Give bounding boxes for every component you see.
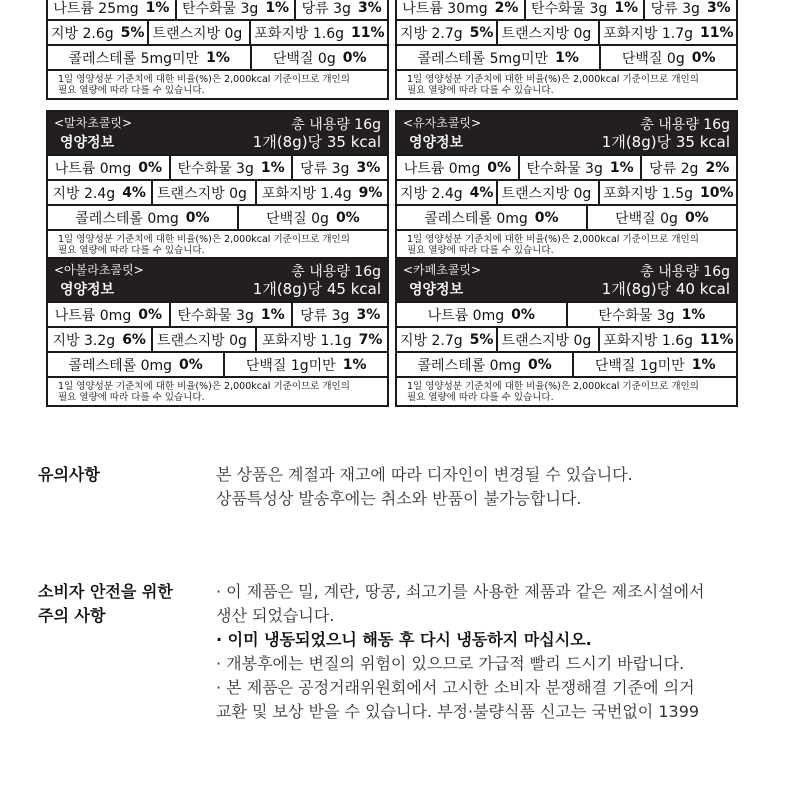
nutrient-percent: 6% xyxy=(122,331,146,348)
nutrient-cell xyxy=(48,156,169,179)
daily-value-note xyxy=(48,376,387,405)
nutrient-cell xyxy=(250,46,387,69)
nutrient-cell xyxy=(223,353,387,376)
note-line: 필요 열량에 따라 다를 수 있습니다. xyxy=(407,85,554,96)
nutrient-cell xyxy=(255,181,387,204)
nutrient-name: 단백질 0g xyxy=(615,210,678,227)
safety-label-line: 주의 사항 xyxy=(38,606,106,625)
nutrient-row xyxy=(397,326,736,351)
nutrient-percent: 1% xyxy=(260,159,285,176)
notice-body xyxy=(216,463,633,511)
nutrient-cell xyxy=(255,328,387,351)
nutrition-panel-avola xyxy=(46,257,389,407)
nutrient-name: 단백질 0g xyxy=(266,210,329,227)
nutrient-cell xyxy=(151,328,256,351)
nutrient-name: 지방 2.7g xyxy=(400,25,463,42)
nutrient-name: 포화지방 1.4g xyxy=(261,185,352,202)
nutrient-cell xyxy=(48,303,169,326)
nutrient-name: 지방 3.2g xyxy=(52,332,116,349)
nutrient-cell xyxy=(566,303,736,326)
nutrient-row xyxy=(397,179,736,204)
total-content: 총 내용량 16g xyxy=(291,117,381,133)
nutrient-percent: 3% xyxy=(357,0,382,16)
nutrient-name: 지방 2.4g xyxy=(52,185,116,202)
safety-line: · 본 제품은 공정거래위원회에서 고시한 소비자 분쟁해결 기준에 의거 xyxy=(216,678,695,697)
nutrient-cell xyxy=(249,21,387,44)
nutrient-percent: 3% xyxy=(356,159,381,176)
nutrient-percent: 1% xyxy=(691,356,716,373)
total-content: 총 내용량 16g xyxy=(291,264,381,280)
notice-line: 본 상품은 계절과 재고에 따라 디자인이 변경될 수 있습니다. xyxy=(216,465,633,484)
nutrient-name: 단백질 1g미만 xyxy=(245,357,336,374)
nutrient-name: 탄수화물 3g xyxy=(598,307,675,324)
note-line: 1일 영양성분 기준치에 대한 비율(%)은 2,000kcal 기준이므로 개인의 xyxy=(58,234,350,245)
nutrient-row xyxy=(397,44,736,69)
nutrient-row xyxy=(397,351,736,376)
nutrient-name: 콜레스테롤 0mg xyxy=(75,210,179,227)
nutrient-name: 트랜스지방 0g xyxy=(157,185,247,202)
nutrient-percent: 0% xyxy=(335,209,360,226)
product-name: <아볼라초콜릿> xyxy=(54,263,144,277)
nutrient-row xyxy=(48,326,387,351)
nutrient-cell xyxy=(397,328,496,351)
nutrient-percent: 0% xyxy=(185,209,210,226)
nutrient-name: 나트륨 0mg xyxy=(427,307,505,324)
nutrient-cell xyxy=(598,21,736,44)
calories-per-serving: 1개(8g)당 35 kcal xyxy=(252,133,381,151)
nutrient-name: 탄수화물 3g xyxy=(181,0,259,17)
nutrient-percent: 0% xyxy=(179,356,203,373)
nutrient-cell xyxy=(48,353,223,376)
nutrient-percent: 10% xyxy=(700,184,734,201)
nutrient-cell xyxy=(291,303,387,326)
nutrient-cell xyxy=(147,21,249,44)
nutrient-cell xyxy=(397,0,524,19)
product-name: <카페초콜릿> xyxy=(403,263,482,277)
nutrient-name: 트랜스지방 0g xyxy=(501,25,592,42)
nutrient-cell xyxy=(397,353,572,376)
daily-value-note xyxy=(397,376,736,405)
nutrient-percent: 1% xyxy=(614,0,639,16)
nutrient-row xyxy=(48,154,387,179)
nutrient-name: 단백질 1g미만 xyxy=(594,357,685,374)
nutrient-name: 당류 3g xyxy=(300,160,350,177)
total-content: 총 내용량 16g xyxy=(640,117,730,133)
nutrient-name: 탄수화물 3g xyxy=(526,160,603,177)
nutrient-percent: 0% xyxy=(487,159,511,176)
nutrient-row xyxy=(48,179,387,204)
nutrient-name: 탄수화물 3g xyxy=(177,307,254,324)
nutrient-name: 탄수화물 3g xyxy=(530,0,608,17)
nutrient-name: 단백질 0g xyxy=(272,50,336,67)
nutrient-percent: 11% xyxy=(700,24,734,41)
nutrient-cell xyxy=(237,206,387,229)
nutrient-cell xyxy=(496,181,598,204)
safety-line: · 이 제품은 밀, 계란, 땅콩, 쇠고기를 사용한 제품과 같은 제조시설에서 xyxy=(216,582,705,601)
calories-per-serving: 1개(8g)당 35 kcal xyxy=(601,133,730,151)
nutrient-percent: 0% xyxy=(511,306,535,323)
nutrient-cell xyxy=(48,206,237,229)
notice-line: 상품특성상 발송후에는 취소와 반품이 불가능합니다. xyxy=(216,489,582,508)
nutrient-percent: 1% xyxy=(260,306,285,323)
nutrient-cell xyxy=(496,21,598,44)
nutrient-cell xyxy=(294,0,387,19)
nutrient-row xyxy=(397,0,736,19)
nutrient-cell xyxy=(48,181,151,204)
nutrient-row xyxy=(48,44,387,69)
note-line: 필요 열량에 따라 다를 수 있습니다. xyxy=(407,392,554,403)
nutrient-percent: 0% xyxy=(528,356,552,373)
nutrient-name: 콜레스테롤 5mg미만 xyxy=(68,50,200,67)
nutrient-name: 콜레스테롤 0mg xyxy=(424,210,528,227)
nutrient-name: 포화지방 1.6g xyxy=(254,25,345,42)
nutrient-name: 트랜스지방 0g xyxy=(501,185,592,202)
nutrient-name: 지방 2.6g xyxy=(51,25,114,42)
nutrient-name: 나트륨 25mg xyxy=(53,0,139,17)
nutrient-row xyxy=(48,204,387,229)
safety-line: 생산 되었습니다. xyxy=(216,606,335,625)
nutrient-name: 지방 2.4g xyxy=(400,185,463,202)
nutrient-cell xyxy=(48,0,175,19)
notice-label: 유의사항 xyxy=(38,465,100,484)
nutrient-percent: 1% xyxy=(681,306,706,323)
nutrient-cell xyxy=(169,303,292,326)
nutrient-name: 트랜스지방 0g xyxy=(157,332,247,349)
nutrient-cell xyxy=(524,0,644,19)
nutrient-percent: 5% xyxy=(469,24,494,41)
nutrient-row xyxy=(397,154,736,179)
nutrient-cell xyxy=(397,156,518,179)
note-line: 필요 열량에 따라 다를 수 있습니다. xyxy=(58,245,205,256)
nutrient-name: 나트륨 0mg xyxy=(403,160,481,177)
nutrient-percent: 9% xyxy=(358,184,383,201)
nutrition-title: 영양정보 xyxy=(60,282,115,298)
nutrient-row xyxy=(397,204,736,229)
nutrient-name: 포화지방 1.5g xyxy=(603,185,694,202)
nutrient-name: 포화지방 1.1g xyxy=(261,332,352,349)
nutrient-cell xyxy=(572,353,736,376)
nutrient-percent: 1% xyxy=(609,159,634,176)
note-line: 필요 열량에 따라 다를 수 있습니다. xyxy=(58,85,205,96)
nutrient-cell xyxy=(397,181,496,204)
total-content: 총 내용량 16g xyxy=(640,264,730,280)
nutrient-cell xyxy=(598,181,736,204)
nutrient-percent: 3% xyxy=(356,306,381,323)
safety-line: · 개봉후에는 변질의 위험이 있으므로 가급적 빨리 드시기 바랍니다. xyxy=(216,654,685,673)
note-line: 필요 열량에 따라 다를 수 있습니다. xyxy=(407,245,554,256)
nutrient-cell xyxy=(397,46,599,69)
note-line: 1일 영양성분 기준치에 대한 비율(%)은 2,000kcal 기준이므로 개인의 xyxy=(58,381,350,392)
nutrient-percent: 0% xyxy=(138,159,162,176)
nutrient-name: 나트륨 0mg xyxy=(54,160,132,177)
nutrient-cell xyxy=(640,156,736,179)
calories-per-serving: 1개(8g)당 45 kcal xyxy=(252,280,381,298)
daily-value-note xyxy=(397,229,736,258)
nutrient-name: 당류 3g xyxy=(650,0,700,17)
nutrient-row xyxy=(48,19,387,44)
daily-value-note xyxy=(48,229,387,258)
nutrient-cell xyxy=(586,206,736,229)
safety-label xyxy=(38,580,173,628)
nutrient-name: 당류 3g xyxy=(300,307,350,324)
note-line: 1일 영양성분 기준치에 대한 비율(%)은 2,000kcal 기준이므로 개인의 xyxy=(58,74,350,85)
nutrient-name: 포화지방 1.7g xyxy=(603,25,694,42)
nutrient-cell xyxy=(496,328,598,351)
nutrient-percent: 2% xyxy=(705,159,730,176)
product-name: <유자초콜릿> xyxy=(403,116,482,130)
nutrition-title: 영양정보 xyxy=(409,282,464,298)
safety-line: 교환 및 보상 받을 수 있습니다. 부정·불량식품 신고는 국번없이 1399 xyxy=(216,702,700,721)
nutrient-row xyxy=(48,351,387,376)
nutrient-percent: 1% xyxy=(555,49,579,66)
nutrient-cell xyxy=(151,181,256,204)
nutrient-percent: 0% xyxy=(691,49,716,66)
nutrient-row xyxy=(397,301,736,326)
panel-header xyxy=(397,259,736,301)
nutrient-cell xyxy=(598,328,736,351)
nutrient-percent: 1% xyxy=(145,0,170,16)
nutrient-cell xyxy=(643,0,736,19)
nutrient-name: 당류 3g xyxy=(301,0,351,17)
nutrient-name: 포화지방 1.6g xyxy=(603,332,694,349)
panel-header xyxy=(48,112,387,154)
nutrient-percent: 1% xyxy=(206,49,230,66)
nutrition-title: 영양정보 xyxy=(60,135,115,151)
nutrient-cell xyxy=(599,46,736,69)
nutrient-cell xyxy=(48,46,250,69)
note-line: 1일 영양성분 기준치에 대한 비율(%)은 2,000kcal 기준이므로 개인의 xyxy=(407,381,699,392)
nutrient-name: 탄수화물 3g xyxy=(177,160,254,177)
daily-value-note xyxy=(48,69,387,98)
nutrient-percent: 4% xyxy=(469,184,494,201)
nutrient-percent: 1% xyxy=(342,356,367,373)
calories-per-serving: 1개(8g)당 40 kcal xyxy=(601,280,730,298)
nutrient-name: 나트륨 0mg xyxy=(54,307,132,324)
nutrition-panel-2 xyxy=(395,0,738,100)
nutrient-percent: 0% xyxy=(138,306,162,323)
nutrient-percent: 7% xyxy=(358,331,383,348)
nutrient-percent: 0% xyxy=(342,49,367,66)
nutrient-cell xyxy=(291,156,387,179)
nutrient-row xyxy=(48,0,387,19)
nutrient-name: 당류 2g xyxy=(649,160,699,177)
note-line: 1일 영양성분 기준치에 대한 비율(%)은 2,000kcal 기준이므로 개인의 xyxy=(407,234,699,245)
nutrient-name: 콜레스테롤 0mg xyxy=(417,357,522,374)
nutrient-cell xyxy=(175,0,295,19)
safety-label-line: 소비자 안전을 위한 xyxy=(38,582,173,601)
nutrient-percent: 3% xyxy=(706,0,731,16)
note-line: 필요 열량에 따라 다를 수 있습니다. xyxy=(58,392,205,403)
panel-header xyxy=(48,259,387,301)
nutrient-cell xyxy=(48,328,151,351)
product-name: <말차초콜릿> xyxy=(54,116,133,130)
nutrient-row xyxy=(48,301,387,326)
daily-value-note xyxy=(397,69,736,98)
nutrient-name: 지방 2.7g xyxy=(400,332,463,349)
nutrition-panel-1 xyxy=(46,0,389,100)
nutrient-name: 트랜스지방 0g xyxy=(501,332,592,349)
nutrient-name: 트랜스지방 0g xyxy=(152,25,243,42)
note-line: 1일 영양성분 기준치에 대한 비율(%)은 2,000kcal 기준이므로 개인의 xyxy=(407,74,699,85)
nutrient-percent: 1% xyxy=(265,0,290,16)
safety-line-emphasis: · 이미 냉동되었으니 해동 후 다시 냉동하지 마십시오. xyxy=(216,630,592,649)
nutrition-panel-yuja xyxy=(395,110,738,260)
nutrient-percent: 4% xyxy=(122,184,146,201)
nutrient-cell xyxy=(397,206,586,229)
panel-header xyxy=(397,112,736,154)
safety-body xyxy=(216,580,705,724)
nutrient-percent: 5% xyxy=(120,24,145,41)
nutrient-cell xyxy=(397,303,566,326)
nutrition-panel-cafe xyxy=(395,257,738,407)
nutrient-percent: 2% xyxy=(494,0,519,16)
nutrient-percent: 0% xyxy=(534,209,559,226)
nutrient-row xyxy=(397,19,736,44)
nutrient-percent: 5% xyxy=(469,331,494,348)
nutrient-name: 단백질 0g xyxy=(621,50,685,67)
nutrient-cell xyxy=(169,156,292,179)
nutrient-name: 콜레스테롤 5mg미만 xyxy=(417,50,549,67)
nutrition-panel-matcha xyxy=(46,110,389,260)
nutrition-title: 영양정보 xyxy=(409,135,464,151)
nutrient-cell xyxy=(397,21,496,44)
nutrient-percent: 11% xyxy=(351,24,385,41)
nutrient-percent: 11% xyxy=(700,331,734,348)
nutrient-name: 나트륨 30mg xyxy=(402,0,488,17)
nutrient-cell xyxy=(48,21,147,44)
nutrient-percent: 0% xyxy=(684,209,709,226)
nutrient-name: 콜레스테롤 0mg xyxy=(68,357,173,374)
nutrient-cell xyxy=(518,156,641,179)
